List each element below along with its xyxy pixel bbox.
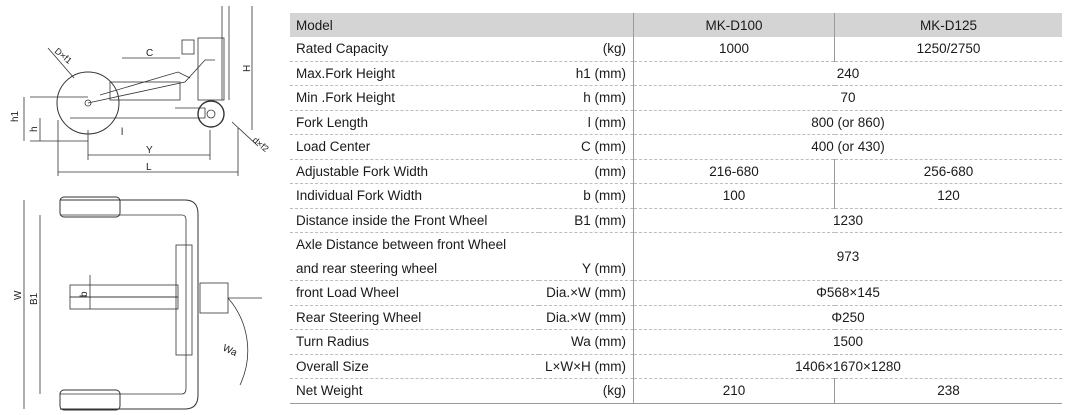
row-unit: B1 (mm)	[539, 208, 634, 233]
row-value-1: 100	[634, 184, 835, 209]
row-value-2: 120	[835, 184, 1063, 209]
label-H: H	[242, 64, 253, 72]
row-label: Net Weight	[290, 379, 539, 404]
row-unit: (kg)	[539, 379, 634, 404]
row-value-1: 1000	[634, 37, 835, 61]
header-label: Model	[290, 13, 634, 37]
row-label: Rear Steering Wheel	[290, 305, 539, 330]
row-unit: (mm)	[539, 159, 634, 184]
row-label: Min .Fork Height	[290, 86, 539, 111]
rear-steering-wheel	[198, 101, 224, 127]
label-h: h	[29, 126, 40, 132]
label-W: W	[13, 290, 24, 300]
row-unit: l (mm)	[539, 110, 634, 135]
header-col2: MK-D125	[835, 13, 1063, 37]
technical-drawings	[0, 0, 285, 415]
row-label: Adjustable Fork Width	[290, 159, 539, 184]
top-view-drawing	[13, 197, 262, 410]
table-header	[290, 13, 1062, 37]
row-label: front Load Wheel	[290, 281, 539, 306]
row-value: 70	[634, 86, 1063, 111]
label-Y: Y	[146, 145, 153, 156]
row-unit: Y (mm)	[539, 257, 634, 281]
row-label: Distance inside the Front Wheel	[290, 208, 539, 233]
row-unit: C (mm)	[539, 135, 634, 160]
row-label: Turn Radius	[290, 330, 539, 355]
row-value: Φ250	[634, 305, 1063, 330]
row-value: 240	[634, 61, 1063, 86]
row-value: 1500	[634, 330, 1063, 355]
front-wheel-bottom	[60, 390, 120, 410]
table-row	[290, 330, 1062, 355]
row-label: Individual Fork Width	[290, 184, 539, 209]
table-row	[290, 86, 1062, 111]
row-label: Axle Distance between front Wheel	[296, 237, 507, 253]
table-row	[290, 208, 1062, 233]
row-unit: b (mm)	[539, 184, 634, 209]
row-value-2: 256-680	[835, 159, 1063, 184]
row-unit: h (mm)	[539, 86, 634, 111]
side-view-drawing	[10, 6, 271, 176]
row-unit: Dia.×W (mm)	[539, 281, 634, 306]
table-row	[290, 61, 1062, 86]
table-row	[290, 354, 1062, 379]
row-unit: h1 (mm)	[539, 61, 634, 86]
row-unit: Dia.×W (mm)	[539, 305, 634, 330]
row-label: Overall Size	[290, 354, 539, 379]
row-unit: Wa (mm)	[539, 330, 634, 355]
row-value: 1230	[634, 208, 1063, 233]
row-unit: L×W×H (mm)	[539, 354, 634, 379]
table-row	[290, 37, 1062, 61]
row-unit-spacer	[539, 233, 634, 257]
label-L: L	[146, 162, 152, 173]
row-label: Fork Length	[290, 110, 539, 135]
label-b: b	[79, 291, 90, 297]
table-row	[290, 110, 1062, 135]
row-value: 973	[634, 233, 1063, 281]
label-D: D×f1	[52, 45, 74, 66]
row-label: Rated Capacity	[290, 37, 539, 61]
row-label-line2: and rear steering wheel	[290, 257, 539, 281]
table-row	[290, 135, 1062, 160]
label-l: l	[121, 127, 124, 138]
row-unit: (kg)	[539, 37, 634, 61]
row-label: Max.Fork Height	[290, 61, 539, 86]
table-row	[290, 379, 1062, 404]
spec-table	[290, 13, 1062, 404]
row-value: Φ568×145	[634, 281, 1063, 306]
label-C: C	[146, 48, 154, 59]
row-value-1: 210	[634, 379, 835, 404]
row-value: 400 (or 430)	[634, 135, 1063, 160]
label-d: d×f2	[250, 134, 271, 154]
row-value-2: 1250/2750	[835, 37, 1063, 61]
table-row	[290, 281, 1062, 306]
label-B1: B1	[29, 292, 40, 305]
table-row	[290, 305, 1062, 330]
header-col1: MK-D100	[634, 13, 835, 37]
label-Wa: Wa	[220, 342, 239, 359]
row-value: 1406×1670×1280	[634, 354, 1063, 379]
label-h1: h1	[10, 110, 21, 122]
row-value: 800 (or 860)	[634, 110, 1063, 135]
row-value-2: 238	[835, 379, 1063, 404]
table-row	[290, 159, 1062, 184]
table-row	[290, 184, 1062, 209]
row-label: Load Center	[290, 135, 539, 160]
table-row	[290, 233, 1062, 257]
row-value-1: 216-680	[634, 159, 835, 184]
